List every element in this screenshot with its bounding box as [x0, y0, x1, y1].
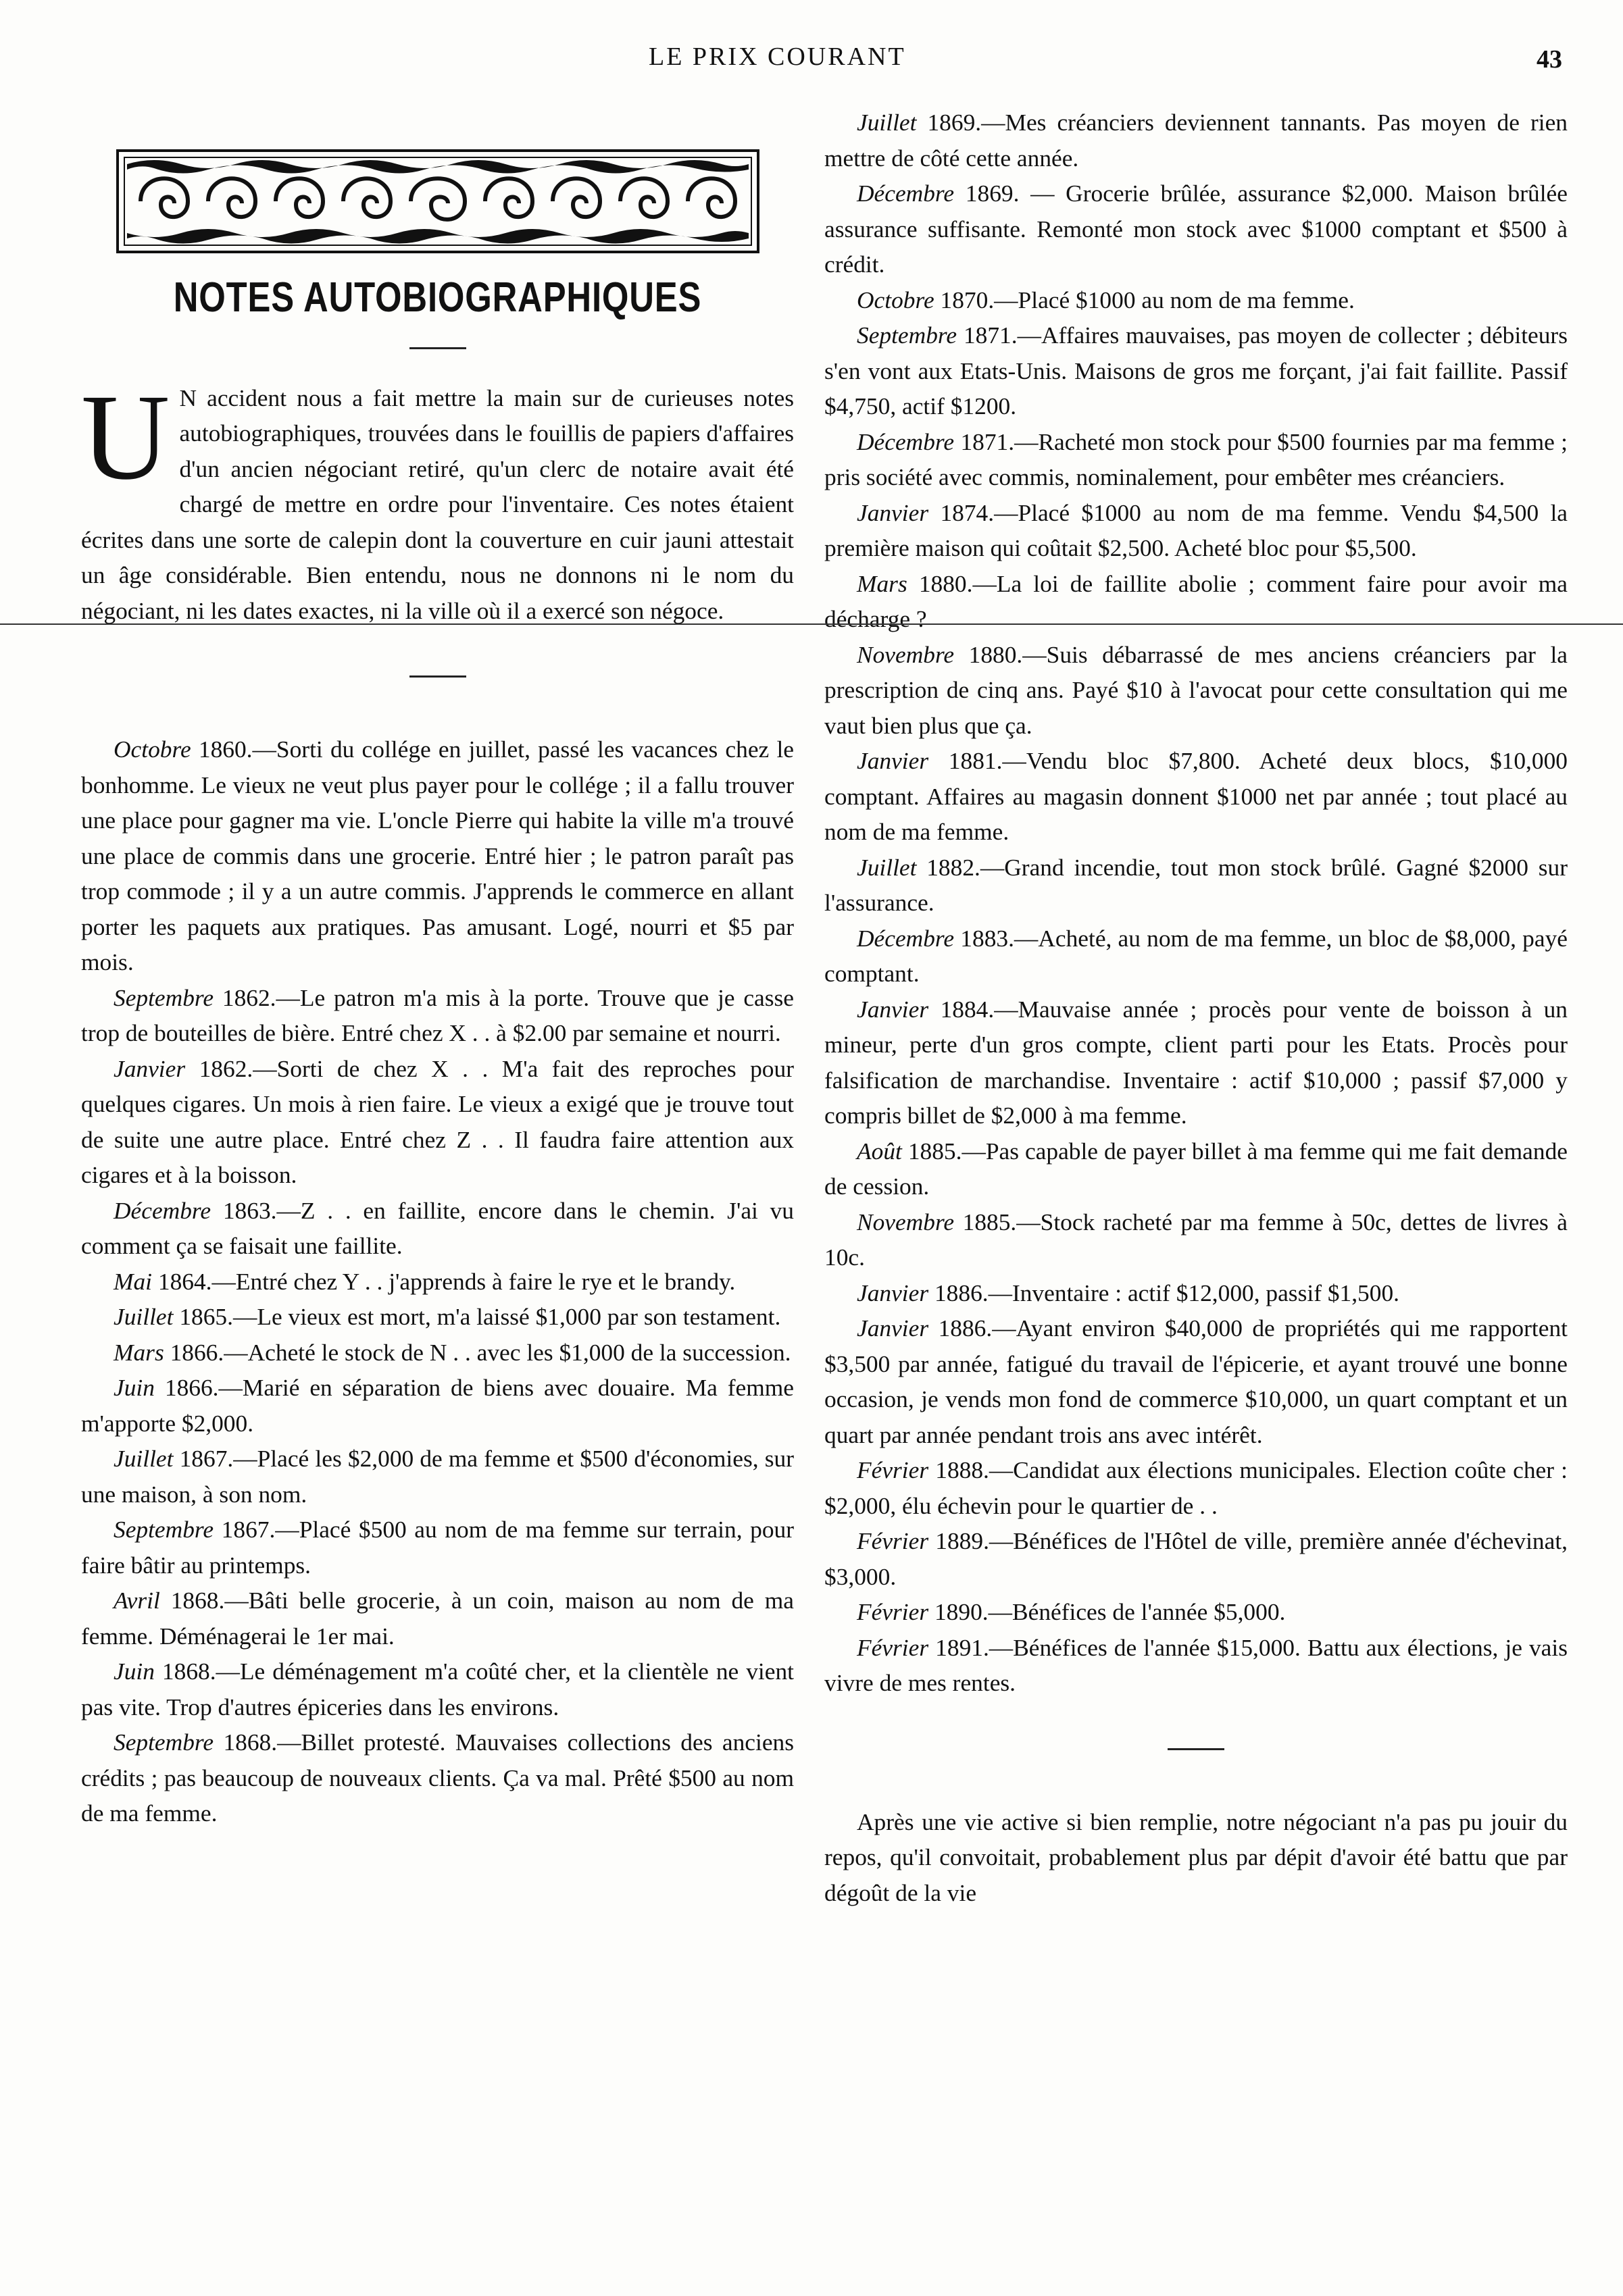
diary-entry: [824, 1523, 1568, 1594]
entry-text: 1886.—Inventaire : actif $12,000, passif $1,500.: [934, 1279, 1399, 1306]
diary-entry: [824, 424, 1568, 495]
diary-entry: [81, 1264, 794, 1300]
diary-entry: [81, 1583, 794, 1654]
decorative-ornament-banner: [81, 128, 794, 274]
entry-text: 1881.—Vendu bloc $7,800. Acheté deux blocs, $10,000 comptant. Affaires au magasin donnent $1000 net par année ; tout placé au nom de ma femme.: [824, 747, 1568, 845]
entry-text: 1869.—Mes créanciers deviennent tannants. Pas moyen de rien mettre de côté cette année.: [824, 109, 1568, 172]
entry-text: 1886.—Ayant environ $40,000 de propriétés qui me rapportent $3,500 par année, fatigué du travail de l'épicerie, et ayant trouvé une bonne occasion, je vends mon fond de commerce $10,000, un quart comptant et un quart par année pendant trois ans avec intérêt.: [824, 1315, 1568, 1448]
divider-rule: [409, 675, 466, 678]
entry-month: Novembre: [857, 1208, 955, 1235]
entry-text: 1860.—Sorti du collége en juillet, passé les vacances chez le bonhomme. Le vieux ne veut plus payer pour le collége ; il a fallu trouver une place pour gagner ma vie. L'oncle Pierre qui habite la ville m'a trouvé une place de commis dans une grocerie. Entré hier ; le patron paraît pas trop commode ; il y a un autre commis. J'apprends le commerce en allant porter les paquets aux pratiques. Pas amusant. Logé, nourri et $5 par mois.: [81, 736, 794, 975]
entry-text: 1864.—Entré chez Y . . j'apprends à faire le rye et le brandy.: [157, 1267, 736, 1295]
diary-entry: [81, 1725, 794, 1831]
entry-text: 1862.—Le patron m'a mis à la porte. Trouve que je casse trop de bouteilles de bière. Entré chez X . . à $2.00 par semaine et nourri.: [81, 984, 794, 1046]
diary-entry: [824, 1204, 1568, 1275]
diary-entry: [824, 1310, 1568, 1452]
entry-text: 1880.—La loi de faillite abolie ; comment faire pour avoir ma décharge ?: [824, 569, 1568, 632]
entry-month: Janvier: [857, 1315, 929, 1342]
article-headline: NOTES AUTOBIOGRAPHIQUES: [173, 274, 702, 321]
entry-text: 1880.—Suis débarrassé de mes anciens créanciers par la prescription de cinq ans. Payé $10 à l'avocat pour cette consultation qui me vaut bien plus que ça.: [824, 640, 1568, 739]
entry-text: 1883.—Acheté, au nom de ma femme, un bloc de $8,000, payé comptant.: [824, 924, 1568, 987]
entry-text: 1866.—Acheté le stock de N . . avec les $1,000 de la succession.: [170, 1338, 791, 1366]
entry-text: 1882.—Grand incendie, tout mon stock brûlé. Gagné $2000 sur l'assurance.: [824, 853, 1568, 916]
entry-month: Février: [857, 1456, 929, 1483]
diary-entry: [824, 1133, 1568, 1204]
right-diary-entries: [824, 105, 1568, 1701]
entry-month: Septembre: [857, 322, 957, 349]
entry-month: Juillet: [114, 1445, 174, 1472]
entry-text: 1867.—Placé les $2,000 de ma femme et $500 d'économies, sur une maison, à son nom.: [81, 1445, 794, 1508]
entry-month: Octobre: [857, 286, 934, 313]
diary-entry: [824, 1275, 1568, 1311]
diary-entry: [824, 1630, 1568, 1701]
diary-entry: [824, 495, 1568, 566]
right-column: [824, 105, 1568, 1910]
entry-month: Janvier: [114, 1054, 186, 1082]
diary-entry: [824, 743, 1568, 850]
diary-entry: [824, 1452, 1568, 1523]
entry-text: 1871.—Racheté mon stock pour $500 fournies par ma femme ; pris société avec commis, nominalement, pour embêter mes créanciers.: [824, 428, 1568, 490]
drop-cap: U: [81, 369, 170, 505]
entry-text: 1874.—Placé $1000 au nom de ma femme. Vendu $4,500 la première maison qui coûtait $2,500. Acheté bloc pour $5,500.: [824, 499, 1568, 561]
diary-entry: [824, 637, 1568, 744]
entry-text: 1891.—Bénéfices de l'année $15,000. Battu aux élections, je vais vivre de mes rentes.: [824, 1633, 1568, 1696]
diary-entry: [81, 1051, 794, 1193]
entry-month: Juillet: [857, 109, 917, 136]
entry-month: Mars: [857, 569, 907, 597]
diary-entry: [824, 317, 1568, 424]
diary-entry: [81, 980, 794, 1051]
entry-month: Novembre: [857, 640, 955, 668]
entry-text: 1867.—Placé $500 au nom de ma femme sur terrain, pour faire bâtir au printemps.: [81, 1516, 795, 1579]
left-column: [81, 101, 794, 1831]
entry-month: Février: [857, 1527, 929, 1554]
entry-text: 1868.—Le déménagement m'a coûté cher, et la clientèle ne vient pas vite. Trop d'autres épiceries dans les environs.: [81, 1658, 794, 1720]
divider-rule: [1168, 1748, 1224, 1750]
diary-entry: [824, 992, 1568, 1133]
diary-entry: [824, 1594, 1568, 1630]
entry-text: 1866.—Marié en séparation de biens avec douaire. Ma femme m'apporte $2,000.: [81, 1374, 794, 1437]
diary-entry: [81, 732, 794, 980]
journal-title: LE PRIX COURANT: [649, 43, 906, 71]
entry-month: Janvier: [857, 995, 929, 1023]
entry-text: 1869. — Grocerie brûlée, assurance $2,000. Maison brûlée assurance suffisante. Remonté mon stock avec $1000 comptant et $500 à crédit.: [824, 180, 1568, 278]
entry-month: Avril: [114, 1587, 160, 1614]
diary-entry: [81, 1299, 794, 1335]
entry-month: Septembre: [114, 1729, 214, 1756]
diary-entry: [81, 1370, 794, 1441]
entry-month: Janvier: [857, 1279, 929, 1306]
entry-month: Mai: [114, 1267, 153, 1295]
diary-entry: [81, 1193, 794, 1264]
diary-entry: [824, 105, 1568, 176]
entry-text: 1889.—Bénéfices de l'Hôtel de ville, première année d'échevinat, $3,000.: [824, 1527, 1568, 1590]
entry-month: Janvier: [857, 499, 929, 526]
diary-entry: [81, 1441, 794, 1512]
page-crease-line: [0, 623, 1623, 625]
entry-month: Décembre: [857, 428, 955, 455]
diary-entry: [81, 1654, 794, 1725]
entry-text: 1890.—Bénéfices de l'année $5,000.: [934, 1598, 1286, 1625]
entry-text: 1868.—Bâti belle grocerie, à un coin, maison au nom de ma femme. Déménagerai le 1er mai.: [81, 1587, 794, 1650]
entry-month: Juin: [114, 1658, 155, 1685]
entry-text: 1884.—Mauvaise année ; procès pour vente de boisson à un mineur, perte d'un gros compte, client parti pour les Etats. Procès pour falsification de marchandise. Inventaire : actif $10,000 ; passif $7,000 y compris billet de $2,000 à ma femme.: [824, 995, 1568, 1129]
entry-month: Février: [857, 1633, 929, 1661]
entry-month: Juillet: [114, 1303, 174, 1330]
diary-entry: [824, 176, 1568, 282]
entry-month: Juin: [114, 1374, 155, 1401]
diary-entry: [81, 1512, 794, 1583]
entry-month: Octobre: [114, 736, 191, 763]
entry-month: Septembre: [114, 984, 214, 1011]
intro-text: N accident nous a fait mettre la main sur de curieuses notes autobiographiques, trouvées dans le fouillis de papiers d'affaires d'un ancien négociant retiré, qu'un clerc de notaire avait été chargé de mettre en ordre pour l'inventaire. Ces notes étaient écrites dans une sorte de calepin dont la couverture en cuir jauni attestait un âge considérable. Bien entendu, nous ne donnons ni le nom du négociant, ni les dates exactes, ni la ville où il a exercé son négoce.: [81, 384, 794, 624]
divider-rule: [409, 347, 466, 349]
entry-month: Septembre: [114, 1516, 214, 1543]
running-head: [0, 42, 1623, 82]
intro-paragraph: [81, 369, 794, 629]
entry-text: 1885.—Pas capable de payer billet à ma femme qui me fait demande de cession.: [824, 1137, 1568, 1200]
diary-entry: [824, 566, 1568, 637]
entry-text: 1865.—Le vieux est mort, m'a laissé $1,000 par son testament.: [179, 1303, 781, 1330]
entry-text: 1868.—Billet protesté. Mauvaises collections des anciens crédits ; pas beaucoup de nouveaux clients. Ça va mal. Prêté $500 au nom de ma femme.: [81, 1729, 794, 1827]
entry-text: 1870.—Placé $1000 au nom de ma femme.: [940, 286, 1355, 313]
entry-month: Août: [857, 1137, 902, 1165]
entry-month: Mars: [114, 1338, 164, 1366]
closing-paragraph: Après une vie active si bien remplie, notre négociant n'a pas pu jouir du repos, qu'il convoitait, probablement plus par dépit d'avoir été battu que par dégoût de la vie: [824, 1808, 1568, 1906]
diary-entry: [824, 921, 1568, 992]
entry-text: 1888.—Candidat aux élections municipales. Election coûte cher : $2,000, élu échevin pour le quartier de . .: [824, 1456, 1568, 1519]
entry-month: Janvier: [857, 747, 929, 774]
diary-entry: [824, 282, 1568, 318]
entry-text: 1863.—Z . . en faillite, encore dans le chemin. J'ai vu comment ça se faisait une faillite.: [81, 1196, 794, 1259]
entry-text: 1885.—Stock racheté par ma femme à 50c, dettes de livres à 10c.: [824, 1208, 1568, 1271]
entry-text: 1862.—Sorti de chez X . . M'a fait des reproches pour quelques cigares. Un mois à rien faire. Le vieux a exigé que je trouve tout de suite une autre place. Entré chez Z . . Il faudra faire attention aux cigares et à la boisson.: [81, 1054, 794, 1188]
diary-entry: [81, 1335, 794, 1371]
left-diary-entries: [81, 732, 794, 1831]
entry-month: Février: [857, 1598, 929, 1625]
entry-month: Décembre: [857, 924, 955, 952]
entry-month: Juillet: [857, 853, 917, 881]
entry-text: 1871.—Affaires mauvaises, pas moyen de collecter ; débiteurs s'en vont aux Etats-Unis. Maisons de gros me forçant, j'ai fait faillite. Passif $4,750, actif $1200.: [824, 322, 1568, 419]
entry-month: Décembre: [857, 180, 955, 207]
entry-month: Décembre: [114, 1196, 211, 1224]
page-number: 43: [1537, 45, 1562, 74]
scroll-ornament-icon: [114, 144, 762, 259]
diary-entry: [824, 850, 1568, 921]
